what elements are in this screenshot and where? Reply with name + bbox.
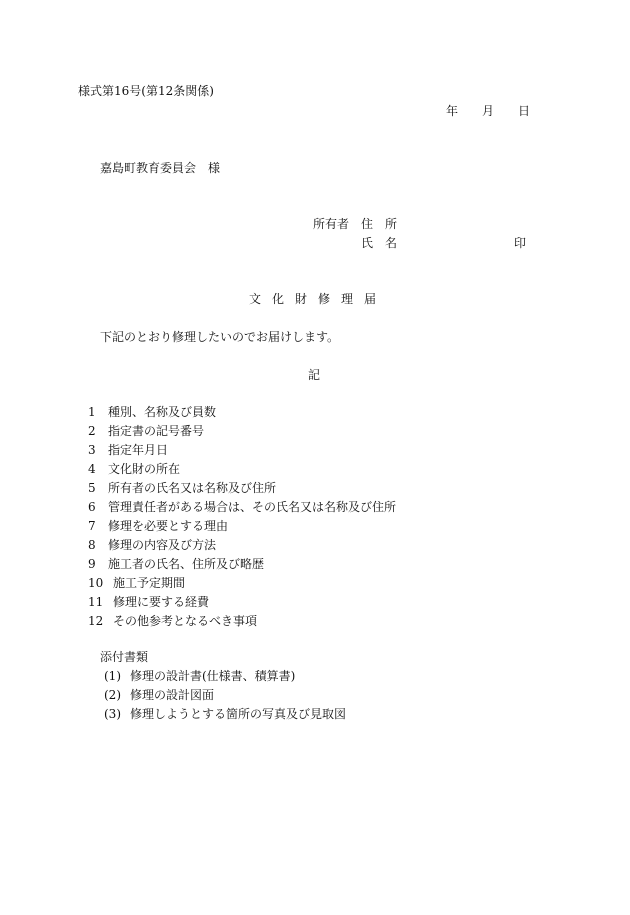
item-number: 2 [88, 424, 96, 438]
attachment-number: (2) [104, 688, 121, 702]
intro-text: 下記のとおり修理したいのでお届けします。 [100, 330, 340, 344]
item-number: 9 [88, 557, 96, 571]
owner-name-label: 氏 名 [361, 236, 398, 250]
recipient-honorific: 様 [208, 161, 221, 175]
seal-mark: 印 [514, 236, 527, 250]
list-item [104, 689, 346, 708]
item-number: 5 [88, 481, 96, 495]
item-number: 11 [88, 595, 104, 609]
attachment-text: 修理しようとする箇所の写真及び見取図 [130, 707, 347, 721]
document-title: 文化財修理届 [249, 292, 388, 306]
item-text: 指定年月日 [108, 443, 169, 457]
item-number: 10 [88, 576, 104, 590]
item-text: 修理の内容及び方法 [108, 538, 217, 552]
list-item [88, 501, 396, 520]
item-text: 修理を必要とする理由 [108, 519, 229, 533]
list-item [104, 708, 346, 727]
list-item [88, 482, 396, 501]
list-item [88, 615, 396, 634]
attachment-text: 修理の設計書(仕様書、積算書) [130, 669, 296, 683]
list-item [88, 463, 396, 482]
item-text: 指定書の記号番号 [108, 424, 205, 438]
attachments-heading: 添付書類 [100, 650, 149, 664]
item-text: 施工予定期間 [113, 576, 186, 590]
list-item [88, 406, 396, 425]
item-text: その他参考となるべき事項 [113, 614, 258, 628]
item-number: 1 [88, 405, 96, 419]
item-list [88, 406, 396, 634]
list-item [88, 596, 396, 615]
owner-label: 所有者 [313, 217, 350, 231]
item-text: 所有者の氏名又は名称及び住所 [108, 481, 277, 495]
item-text: 修理に要する経費 [113, 595, 210, 609]
attachment-number: (3) [104, 707, 121, 721]
owner-address-label: 住 所 [361, 217, 398, 231]
item-number: 7 [88, 519, 96, 533]
recipient-name: 嘉島町教育委員会 [100, 161, 197, 175]
date-year-label: 年 [446, 104, 459, 118]
item-number: 12 [88, 614, 104, 628]
item-number: 3 [88, 443, 96, 457]
item-text: 文化財の所在 [108, 462, 181, 476]
ki-marker: 記 [308, 368, 321, 382]
date-day-label: 日 [518, 104, 531, 118]
attachment-text: 修理の設計図面 [130, 688, 215, 702]
item-text: 管理責任者がある場合は、その氏名又は名称及び住所 [108, 500, 397, 514]
item-number: 8 [88, 538, 96, 552]
item-text: 施工者の氏名、住所及び略歴 [108, 557, 265, 571]
list-item [88, 425, 396, 444]
list-item [88, 444, 396, 463]
list-item [88, 577, 396, 596]
attachment-number: (1) [104, 669, 121, 683]
item-text: 種別、名称及び員数 [108, 405, 217, 419]
list-item [88, 558, 396, 577]
attachment-list [104, 670, 346, 727]
list-item [88, 520, 396, 539]
list-item [88, 539, 396, 558]
date-line [446, 105, 530, 117]
item-number: 4 [88, 462, 96, 476]
form-number: 様式第16号(第12条関係) [78, 84, 214, 98]
recipient [100, 162, 220, 174]
item-number: 6 [88, 500, 96, 514]
date-month-label: 月 [482, 104, 495, 118]
list-item [104, 670, 346, 689]
